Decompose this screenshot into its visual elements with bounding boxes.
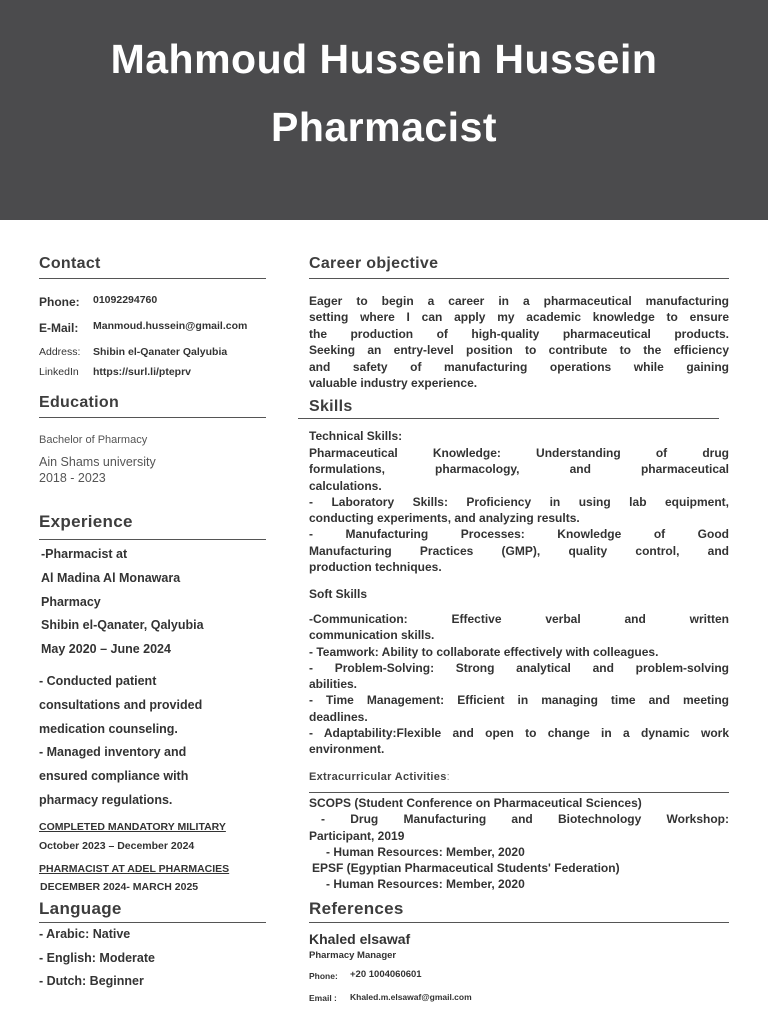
experience-job	[41, 543, 271, 662]
technical-skills-heading: Technical Skills:	[309, 429, 403, 443]
skill-line: Manufacturing Practices (GMP), quality control, and	[309, 543, 729, 558]
extracurricular-divider	[309, 792, 729, 793]
skill-line: - Adaptability:Flexible and open to change in a dynamic work	[309, 726, 729, 741]
education-divider	[39, 417, 266, 418]
duty-line: consultations and provided	[39, 697, 203, 712]
career-line: setting where I can apply my academic knowledge to ensure	[309, 310, 729, 325]
skill-line: production techniques.	[309, 560, 442, 575]
career-divider	[309, 278, 729, 279]
language-item: - Arabic: Native	[39, 927, 131, 941]
skill-line: - Time Management: Efficient in managing time and meeting	[309, 693, 729, 708]
skill-line: - Teamwork: Ability to collaborate effectively with colleagues.	[309, 644, 659, 659]
duty-line: - Conducted patient	[39, 674, 157, 688]
activity-line: - Drug Manufacturing and Biotechnology Workshop:	[321, 812, 729, 827]
email-value[interactable]: Manmoud.hussein@gmail.com	[93, 320, 248, 332]
candidate-role: Pharmacist	[270, 104, 498, 150]
education-years: 2018 - 2023	[39, 471, 106, 485]
skill-line: communication skills.	[309, 628, 435, 643]
contact-divider	[39, 278, 266, 279]
linkedin-label: LinkedIn	[39, 366, 79, 378]
skill-line: Pharmaceutical Knowledge: Understanding of drug	[309, 446, 729, 460]
career-title: Career objective	[309, 255, 439, 272]
extracurricular-list	[309, 795, 729, 893]
experience-duties	[39, 670, 274, 813]
extracurricular-colon: :	[446, 771, 450, 783]
adel-dates: DECEMBER 2024- MARCH 2025	[40, 881, 199, 893]
education-university: Ain Shams university	[39, 455, 156, 469]
language-item: - English: Moderate	[39, 950, 155, 965]
duty-line: pharmacy regulations.	[39, 792, 173, 807]
skill-line: - Laboratory Skills: Proficiency in using lab equipment,	[309, 494, 729, 509]
career-line: valuable industry experience.	[309, 376, 478, 391]
phone-label: Phone:	[39, 295, 80, 309]
references-title: References	[309, 899, 404, 918]
header-banner	[0, 0, 768, 220]
language-title: Language	[39, 899, 122, 918]
skill-line: calculations.	[309, 478, 382, 493]
duty-line: ensured compliance with	[39, 769, 189, 784]
career-line: and safety of manufacturing operations while gaining	[309, 359, 729, 374]
address-value: Shibin el-Qanater Qalyubia	[93, 346, 228, 358]
experience-line: May 2020 – June 2024	[41, 642, 171, 657]
duty-line: medication counseling.	[39, 721, 178, 736]
career-line: Seeking an entry-level position to contribute to the efficiency	[309, 343, 729, 358]
military-title: COMPLETED MANDATORY MILITARY	[39, 821, 226, 833]
experience-line: Al Madina Al Monawara	[41, 570, 181, 585]
extracurricular-title	[309, 771, 450, 783]
activity-line: EPSF (Egyptian Pharmaceutical Students' Federation)	[312, 861, 620, 876]
reference-name: Khaled elsawaf	[309, 931, 411, 947]
activity-line: - Human Resources: Member, 2020	[326, 877, 525, 892]
skills-title: Skills	[309, 398, 353, 415]
career-line: the production of high-quality pharmaceutical products.	[309, 326, 729, 341]
duty-line: - Managed inventory and	[39, 745, 187, 760]
skill-line: conducting experiments, and analyzing results.	[309, 511, 580, 526]
reference-email[interactable]: Khaled.m.elsawaf@gmail.com	[350, 992, 472, 1002]
soft-skills-heading: Soft Skills	[309, 587, 368, 601]
reference-phone: +20 1004060601	[350, 969, 422, 980]
experience-line: -Pharmacist at	[41, 547, 128, 561]
candidate-name: Mahmoud Hussein Hussein	[110, 36, 658, 82]
skill-line: formulations, pharmacology, and pharmaceutical	[309, 462, 729, 477]
phone-value: 01092294760	[93, 294, 158, 306]
soft-skills-list	[309, 611, 729, 758]
experience-divider	[39, 539, 266, 540]
activity-line: - Human Resources: Member, 2020	[326, 844, 525, 859]
career-objective-text	[309, 293, 729, 391]
language-list	[39, 923, 269, 994]
contact-title: Contact	[39, 255, 101, 272]
skill-line: -Communication: Effective verbal and written	[309, 612, 729, 626]
skills-divider	[298, 418, 719, 419]
reference-role: Pharmacy Manager	[309, 950, 397, 961]
skill-line: - Manufacturing Processes: Knowledge of Good	[309, 527, 729, 542]
technical-skills-list	[309, 445, 729, 575]
reference-email-label: Email :	[309, 993, 337, 1003]
references-divider	[309, 922, 729, 923]
skill-line: - Problem-Solving: Strong analytical and problem-solving	[309, 660, 729, 675]
address-label: Address:	[39, 346, 81, 358]
email-label: E-Mail:	[39, 321, 79, 335]
experience-line: Pharmacy	[41, 594, 101, 609]
education-degree: Bachelor of Pharmacy	[39, 434, 148, 446]
career-line: Eager to begin a career in a pharmaceutical manufacturing	[309, 294, 729, 308]
skill-line: environment.	[309, 742, 385, 757]
experience-line: Shibin el-Qanater, Qalyubia	[41, 618, 204, 633]
skill-line: deadlines.	[309, 709, 368, 724]
activity-line: SCOPS (Student Conference on Pharmaceutical Sciences)	[309, 796, 642, 810]
adel-title: PHARMACIST AT ADEL PHARMACIES	[39, 863, 230, 875]
experience-title: Experience	[39, 512, 133, 531]
reference-phone-label: Phone:	[309, 971, 338, 981]
education-title: Education	[39, 394, 120, 411]
language-item: - Dutch: Beginner	[39, 974, 144, 988]
linkedin-link[interactable]: https://surl.li/pteprv	[93, 366, 192, 378]
skill-line: abilities.	[309, 677, 358, 692]
military-dates: October 2023 – December 2024	[39, 840, 195, 852]
extracurricular-title-text: Extracurricular Activities	[309, 771, 447, 783]
activity-line: Participant, 2019	[309, 828, 405, 843]
